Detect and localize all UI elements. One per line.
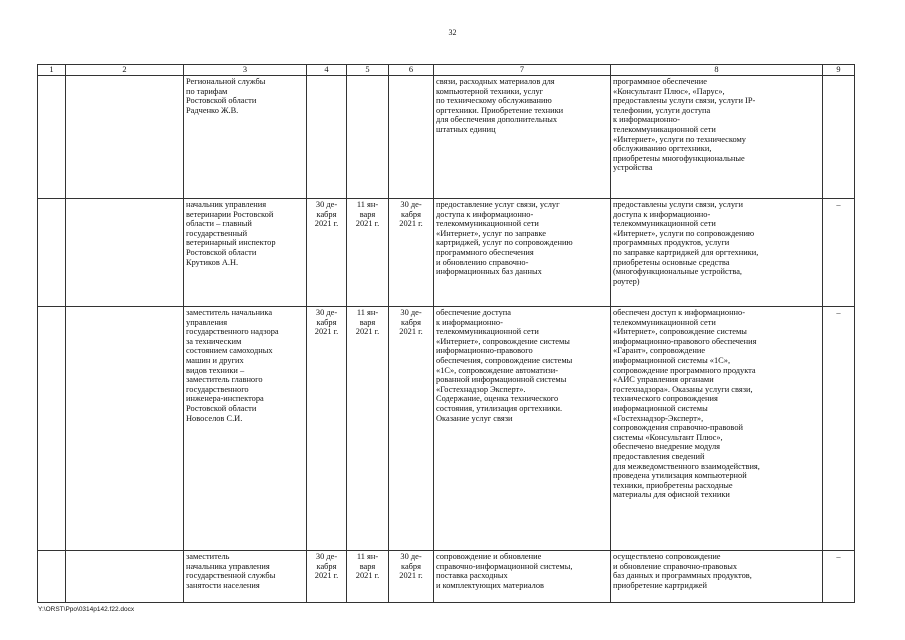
cell-number	[38, 76, 66, 199]
cell-note: –	[823, 307, 855, 551]
column-header: 6	[389, 65, 434, 76]
column-header: 1	[38, 65, 66, 76]
cell-planned-result: предоставление услуг связи, услуг доступа к информационно- телекоммуникационной сети «Интернет», услуг по заправке картриджей, услуг по сопровождению программного обеспечения и обновлению справочно- информационных баз данных	[434, 199, 611, 307]
table-row	[38, 199, 855, 307]
column-header: 8	[611, 65, 823, 76]
cell-responsible: заместитель начальника управления государственного надзора за техническим состоянием самоходных машин и других видов техники – заместитель главного государственного инженера-инспектора Ростовской области Новоселов С.И.	[184, 307, 307, 551]
column-header: 4	[307, 65, 347, 76]
column-header: 7	[434, 65, 611, 76]
cell-responsible: Региональной службы по тарифам Ростовской области Радченко Ж.В.	[184, 76, 307, 199]
cell-name	[66, 199, 184, 307]
table-row	[38, 551, 855, 603]
cell-deadline: 30 де- кабря 2021 г.	[307, 307, 347, 551]
cell-name	[66, 307, 184, 551]
cell-name	[66, 76, 184, 199]
table-header-row	[38, 65, 855, 76]
cell-note: –	[823, 551, 855, 603]
cell-end-date: 30 де- кабря 2021 г.	[389, 551, 434, 603]
cell-planned-result: связи, расходных материалов для компьютерной техники, услуг по техническому обслуживанию оргтехники. Приобретение техники для обеспечения дополнительных штатных единиц	[434, 76, 611, 199]
table-row	[38, 307, 855, 551]
table-row	[38, 76, 855, 199]
cell-name	[66, 551, 184, 603]
cell-start-date: 11 ян- варя 2021 г.	[347, 199, 389, 307]
cell-planned-result: сопровождение и обновление справочно-информационной системы, поставка расходных и комплектующих материалов	[434, 551, 611, 603]
cell-end-date: 30 де- кабря 2021 г.	[389, 199, 434, 307]
file-path-footer: Y:\ORST\Ppo\0314p142.f22.docx	[38, 606, 135, 613]
cell-actual-result: предоставлены услуги связи, услуги доступа к информационно- телекоммуникационной сети «Интернет», услуги по сопровождению программных продуктов, услуги по заправке картриджей для оргтехники, приобретены основные средства (многофункциональные устройства, роутер)	[611, 199, 823, 307]
cell-start-date: 11 ян- варя 2021 г.	[347, 551, 389, 603]
cell-end-date: 30 де- кабря 2021 г.	[389, 307, 434, 551]
cell-deadline	[307, 76, 347, 199]
column-header: 5	[347, 65, 389, 76]
column-header: 9	[823, 65, 855, 76]
cell-note: –	[823, 199, 855, 307]
report-table	[37, 64, 855, 603]
cell-deadline: 30 де- кабря 2021 г.	[307, 199, 347, 307]
cell-end-date	[389, 76, 434, 199]
column-header: 2	[66, 65, 184, 76]
cell-responsible: начальник управления ветеринарии Ростовской области – главный государственный ветеринарный инспектор Ростовской области Крутиков А.Н.	[184, 199, 307, 307]
cell-start-date	[347, 76, 389, 199]
page-number: 32	[448, 28, 457, 37]
cell-number	[38, 199, 66, 307]
cell-deadline: 30 де- кабря 2021 г.	[307, 551, 347, 603]
cell-number	[38, 307, 66, 551]
cell-actual-result: обеспечен доступ к информационно- телекоммуникационной сети «Интернет», сопровождение системы информационно-правового обеспечения «Гарант», сопровождение информационной системы «1С», сопровождение программного продукта «АИС управления органами гостехнадзора». Оказаны услуги связи, технического сопровождения информационной системы «Гостехнадзор-Эксперт», сопровождения справочно-правовой системы «Консультант Плюс», обеспечено внедрение модуля предоставления сведений для межведомственного взаимодействия, проведена утилизация компьютерной техники, приобретены расходные материалы для офисной техники	[611, 307, 823, 551]
cell-actual-result: осуществлено сопровождение и обновление справочно-правовых баз данных и программных продуктов, приобретение картриджей	[611, 551, 823, 603]
cell-number	[38, 551, 66, 603]
cell-actual-result: программное обеспечение «Консультант Плюс», «Парус», предоставлены услуги связи, услуги IP- телефонии, услуги доступа к информационно- телекоммуникационной сети «Интернет», услуги по техническому обслуживанию оргтехники, приобретены многофункциональные устройства	[611, 76, 823, 199]
cell-responsible: заместитель начальника управления государственной службы занятости населения	[184, 551, 307, 603]
cell-planned-result: обеспечение доступа к информационно- телекоммуникационной сети «Интернет», сопровождение системы информационно-правового обеспечения, сопровождение системы «1С», сопровождение автоматизи- рованной информационной системы «Гостехнадзор Эксперт». Содержание, оценка технического состояния, утилизация оргтехники. Оказание услуг связи	[434, 307, 611, 551]
cell-note	[823, 76, 855, 199]
cell-start-date: 11 ян- варя 2021 г.	[347, 307, 389, 551]
column-header: 3	[184, 65, 307, 76]
